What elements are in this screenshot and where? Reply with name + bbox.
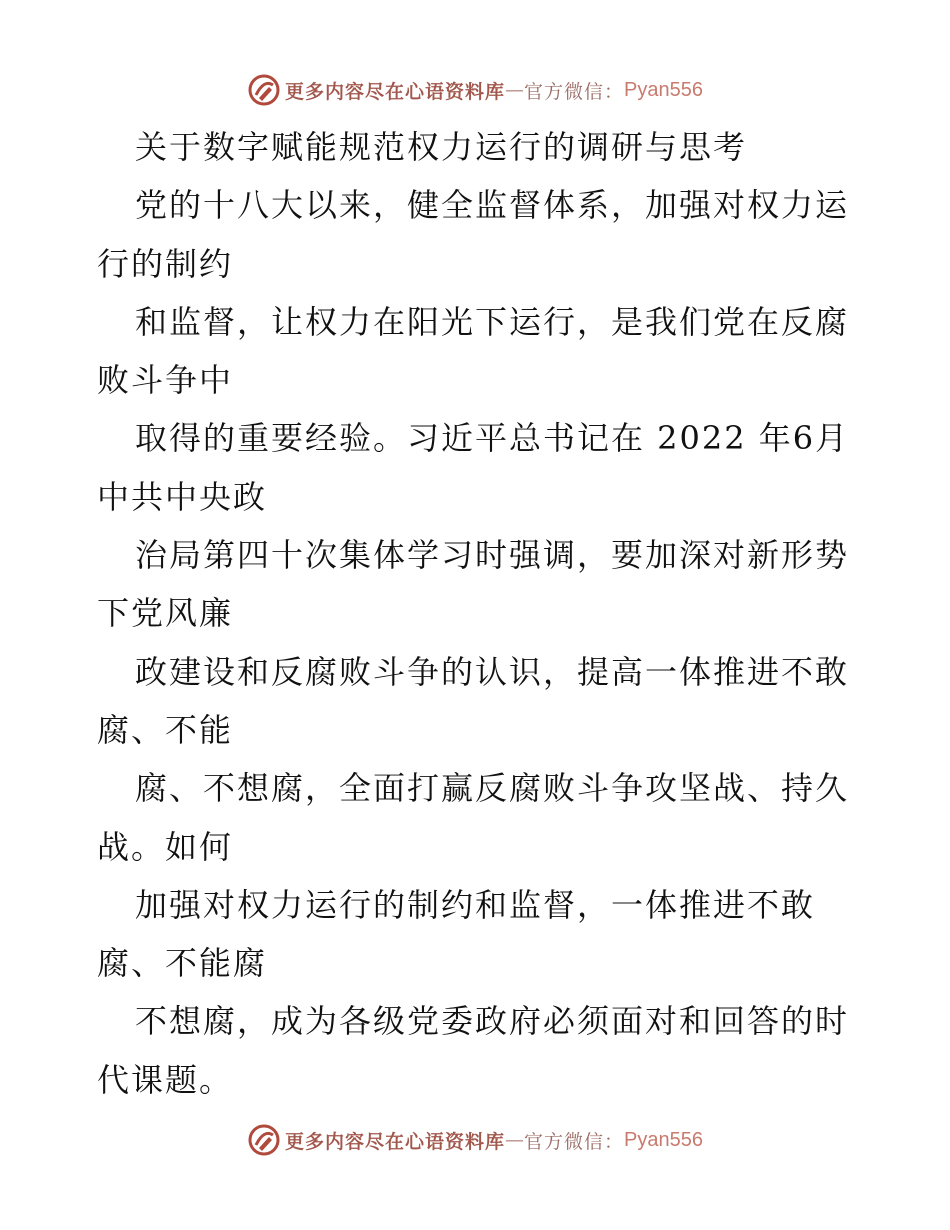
watermark-wechat-id: Pyan556 xyxy=(624,1128,703,1151)
text-line: 政建设和反腐败斗争的认识，提高一体推进不敢 xyxy=(135,652,850,691)
text-line: 取得的重要经验。习近平总书记在 2022 年6月 xyxy=(135,419,850,458)
logo-icon xyxy=(247,73,281,107)
watermark-separator: — xyxy=(505,79,525,101)
watermark-text: 更多内容尽在心语资料库 xyxy=(285,1130,506,1153)
text-line: 中共中央政 xyxy=(97,477,268,516)
text-line: 腐、不能 xyxy=(97,710,234,749)
watermark-wechat-id: Pyan556 xyxy=(624,78,703,101)
text-line: 战。如何 xyxy=(97,827,234,866)
watermark-separator: — xyxy=(505,1129,525,1151)
text-line: 代课题。 xyxy=(97,1060,234,1099)
footer-watermark xyxy=(0,1120,950,1160)
document-body xyxy=(97,118,857,1109)
text-line: 行的制约 xyxy=(97,244,234,283)
text-line: 治局第四十次集体学习时强调，要加深对新形势 xyxy=(135,536,850,575)
header-watermark xyxy=(0,70,950,110)
text-line: 败斗争中 xyxy=(97,361,234,400)
text-line: 和监督，让权力在阳光下运行，是我们党在反腐 xyxy=(135,302,850,341)
text-line: 党的十八大以来，健全监督体系，加强对权力运 xyxy=(135,186,850,225)
text-line: 加强对权力运行的制约和监督，一体推进不敢 xyxy=(135,885,816,924)
logo-icon xyxy=(247,1123,281,1157)
watermark-text: 更多内容尽在心语资料库 xyxy=(285,80,506,103)
text-line: 下党风廉 xyxy=(97,594,234,633)
text-line: 不想腐，成为各级党委政府必须面对和回答的时 xyxy=(135,1002,850,1041)
watermark-wechat-label: 官方微信： xyxy=(524,1130,625,1153)
text-line: 腐、不想腐，全面打赢反腐败斗争攻坚战、持久 xyxy=(135,769,850,808)
watermark-wechat-label: 官方微信： xyxy=(524,80,625,103)
document-title: 关于数字赋能规范权力运行的调研与思考 xyxy=(135,128,748,166)
text-line: 腐、不能腐 xyxy=(97,944,268,983)
